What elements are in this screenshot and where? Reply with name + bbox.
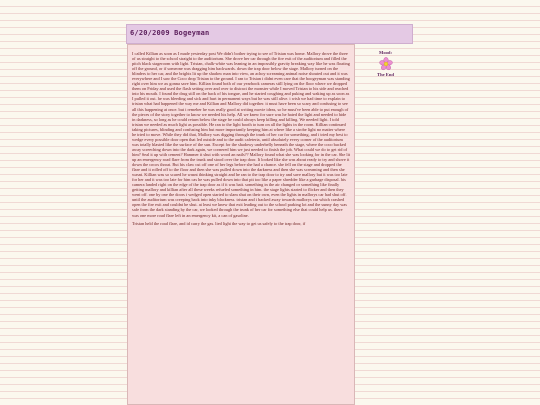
pink-flower-icon <box>379 57 393 71</box>
entry-body <box>128 45 354 226</box>
mood-sidebar <box>358 44 413 405</box>
mood-value: The End <box>377 72 394 77</box>
entry-content-box <box>127 44 355 405</box>
mood-label: Mood: <box>378 50 392 55</box>
entry-paragraph: I called Killian as soon as I made yesterday post We didn't bother trying to see of Tristan was home. Mallory drove the three of us straight to the school straight to the auditorium. She drove her car through the fire exit of the auditorium and filled the pitch black stageroom with light. Tristan, chalk-white was leaning in an impossibly gravity breaking way like he was floating off the ground, or if someone was dragging him backwards. down the trap door below the stage. Mallory turned on the blinders to her car, and the brights lit up the shadow man into view, an achoy screaming animal noise shouted out and it was everywhere and I saw the Coco drop Tristan to the ground. I ran to Tristan i didnt even care that the boogeyman was standing right over him we ax gonna save him. Killian found both of our yearbook cameras still lying on the floor where we dropped them on Friday and used the flash setting over and over to distract the monster while I moved Tristan to his side and reached into his mouth. I found the drug still on the back of his tongue, and he started coughing and puking and waking up as soon as I pulled it out. he was bleeding and sick and hurt in permanent ways but he was still alive. i wish we had time to explain to tristan what had happened the way me and Killian and Mallory did together. it must have been so scary and confusing to see all this happening at once. but i remeber he was really good at writing movie ideas, so he must've been able to put enough of the pieces of the story together to know we needed his help. All we knew for sure was he hated the light and needed to hide in darkness, so long as he could return below the stage he could always keep killing and killing. We needed light. I told tristan we needed as much light as possible. He ran to the light booth to turn on all the lights in the room. Killian continued taking pictures, blinding and confusing him but more importantly keeping him at where like a strobe light no matter where he tried to move. While they did that, Mallory was digging through the trunk of her car for something, and i tried my best to wedge every possible door open that led outside and to the audit cafeteria, until absolutely every corner of the auditorium was totally blasted like the surface of the sun. Except for the shadowy underbelly beneath the stage, where the coco backed away screeching down into the dark again, we cornered him we just needed to finish the job. What could we do to get rid of him? Seal it up with cement? Hammer it shut with wood an nails?? Mallory found what she was looking for in the car. She lit up an emergency road flare from the trunk and stood over the trap door. It looked like she was about ready to try and shove it down the cocos throat. But his claw cut off one of her legs before she had a chance. she fell on the stage and dropped the flare and it rolled off to the floor and then she was pulled down into the darkness and then she was screaming and then she wasnt. Killian was so scared he wasnt thinking straight and he ran to the trap door to try and save mallory but it was too late for her and it was too late for him cas he was pulled down into that pit too like a paper shredder like a garbage disposal. his camera landed right on the edge of the trap door as if it was bait. something in the air changed or something like finally getting mallory and killian after all these weeks refueled something in him. the stage lights started to flicker and then they went off. one by one the doors i wedged open started to slam shut on their own, even the lights in mallorys car had shut off. until the auditorium was creeping back into inky blackness. tristan and i backed away towards mallorys car which crashed open the fire exit and couldnt be shut. at least we knew that exit leading out to the school parking lot and the sunny day was safe from the dark standing by the car, we looked through the trunk of her car for something else that could help us. there was one more road flare left in an emergency kit, a can of gasoline. <box>132 51 350 218</box>
entry-title: 6/20/2009 Bogeyman <box>130 29 210 37</box>
entry-paragraph: Tristan held the road flare, and id carry the gas. lied light the way to get us safely to the trap door, if <box>132 221 306 227</box>
entry-header <box>126 24 413 44</box>
